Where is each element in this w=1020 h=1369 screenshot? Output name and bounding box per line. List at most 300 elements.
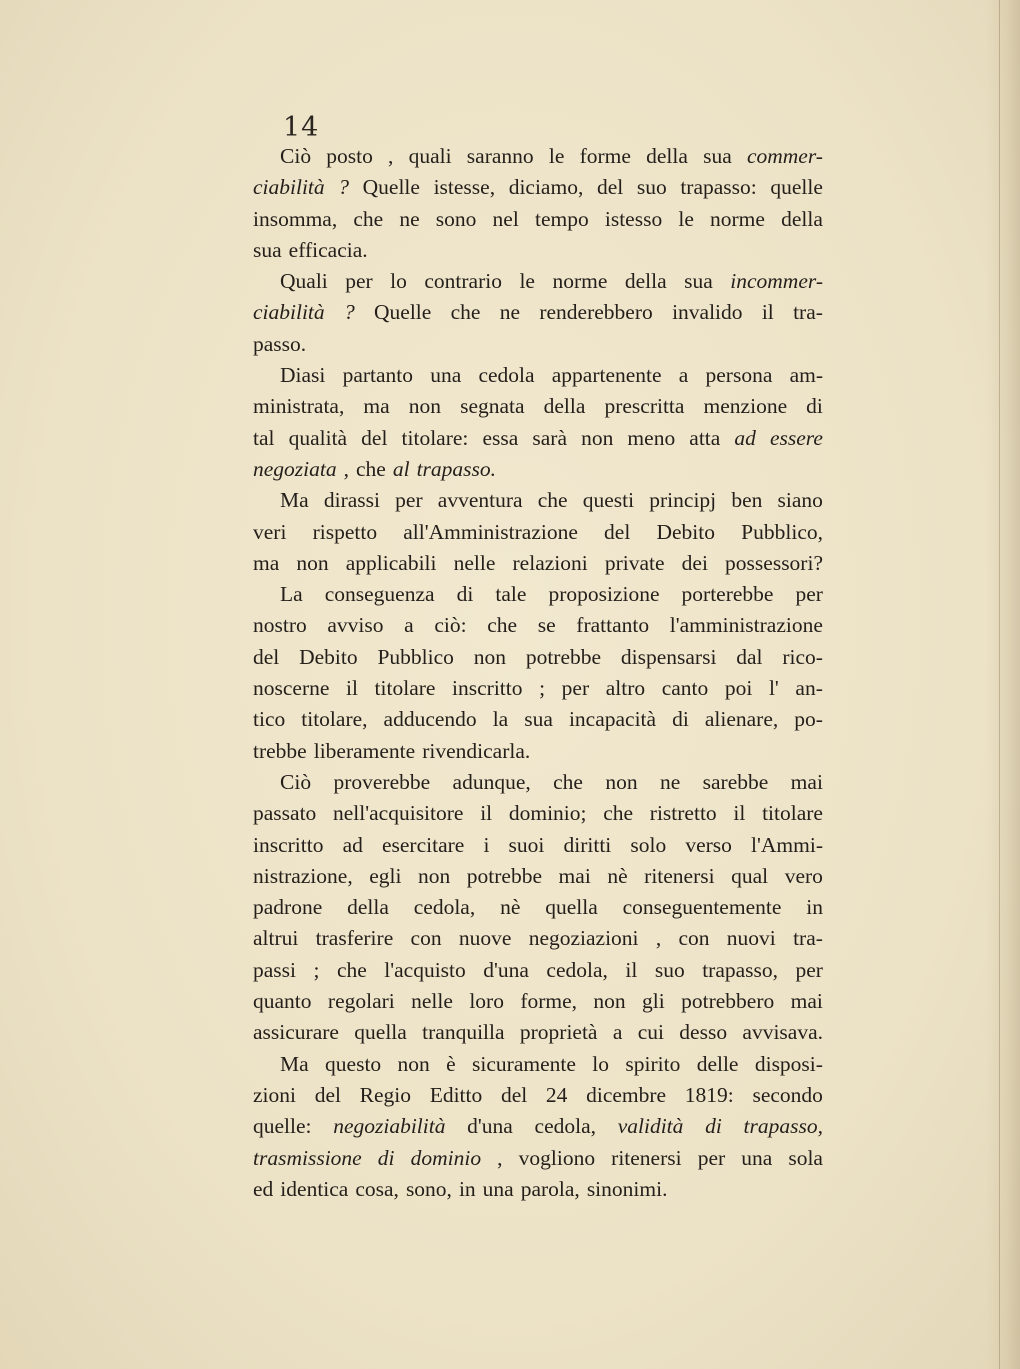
word: ristretto — [649, 801, 717, 826]
word: non — [418, 863, 451, 888]
text-line — [253, 673, 823, 704]
word: cui — [637, 1020, 664, 1045]
word: Ma — [280, 488, 309, 513]
word: adducendo — [383, 707, 477, 732]
word: nè — [607, 863, 628, 888]
word: dominio — [410, 1145, 482, 1170]
word: nelle — [411, 989, 453, 1014]
word: forme — [579, 144, 631, 168]
word: trapasso. — [416, 456, 497, 481]
word: tra- — [793, 926, 823, 951]
text-line — [253, 830, 823, 861]
word: per — [395, 488, 423, 513]
text-line — [253, 923, 823, 954]
word: altrui — [253, 926, 299, 951]
word: avviso — [327, 613, 384, 638]
word: atta — [689, 425, 721, 450]
word: suo — [636, 175, 667, 200]
text-line — [253, 579, 823, 610]
word: sua — [524, 707, 553, 732]
word: del — [361, 425, 388, 450]
word: lo — [592, 1051, 610, 1076]
word: dominio; — [508, 801, 587, 826]
text-line — [253, 485, 823, 516]
word: altro — [605, 676, 646, 701]
word: al — [392, 456, 410, 481]
word: negoziabilità — [333, 1114, 446, 1139]
word: veri — [253, 519, 287, 544]
word: della — [781, 206, 823, 231]
word: solo — [630, 832, 667, 857]
text-line — [253, 861, 823, 892]
word: che — [487, 613, 518, 638]
word: di — [672, 707, 689, 732]
word: cedola, — [413, 895, 476, 920]
word: ad — [342, 832, 363, 857]
word: trapasso, — [702, 957, 779, 982]
word: cedola, — [534, 1114, 597, 1139]
word: sarà — [532, 425, 568, 450]
word: non — [605, 769, 638, 794]
word: , — [655, 926, 662, 951]
word: che — [353, 206, 384, 231]
word: questi — [582, 488, 635, 513]
word: in — [458, 1176, 476, 1201]
word: Editto — [429, 1082, 483, 1107]
word: siano — [777, 488, 823, 513]
word: titolare — [762, 801, 823, 826]
word: ritenersi — [644, 863, 715, 888]
word: una — [741, 1145, 773, 1170]
word: incommer- — [730, 269, 823, 294]
word: disposi- — [754, 1051, 823, 1076]
word: quelle — [770, 175, 823, 200]
word: invalido — [672, 300, 743, 325]
word: posto — [326, 144, 373, 168]
word: mai — [558, 863, 591, 888]
text-line — [253, 1049, 823, 1080]
word: potrebbero — [681, 989, 775, 1014]
word: Quelle — [374, 300, 432, 325]
word: cedola, — [546, 957, 608, 982]
word: avventura — [437, 488, 523, 513]
text-line — [253, 548, 823, 579]
word: nostro — [253, 613, 307, 638]
word: che — [355, 456, 386, 481]
word: efficacia. — [288, 237, 368, 262]
text-line — [253, 172, 823, 203]
text-line — [253, 141, 823, 172]
word: lo — [390, 269, 407, 294]
word: inscritto — [253, 832, 324, 857]
word: zioni — [253, 1082, 296, 1107]
word: quella — [354, 1020, 407, 1045]
word: ? — [343, 300, 355, 325]
text-line — [253, 955, 823, 986]
word: Diasi — [280, 363, 326, 388]
word: rispetto — [312, 519, 378, 544]
word: della — [624, 269, 667, 294]
word: , — [497, 1145, 503, 1170]
word: egli — [369, 863, 402, 888]
word: segnata — [460, 394, 525, 419]
word: conseguentemente — [622, 895, 782, 920]
word: istesse, — [433, 175, 496, 200]
word: norme — [552, 269, 608, 294]
word: l'acquisto — [384, 957, 466, 982]
word: il — [733, 801, 746, 826]
word: mai — [790, 769, 823, 794]
word: ministrata, — [253, 394, 345, 419]
text-line — [253, 736, 823, 767]
text-line — [253, 767, 823, 798]
word: che — [450, 300, 481, 325]
word: verso — [685, 832, 732, 857]
word: dirassi — [323, 488, 380, 513]
word: a — [678, 363, 689, 388]
word: Ciò — [280, 144, 312, 168]
word: Regio — [359, 1082, 412, 1107]
word: non — [581, 425, 614, 450]
word: meno — [627, 425, 676, 450]
word: Ciò — [280, 769, 312, 794]
word: quella — [545, 895, 598, 920]
word: sarebbe — [702, 769, 769, 794]
word: conseguenza — [324, 582, 435, 607]
text-line — [253, 297, 823, 328]
word: menzione — [703, 394, 788, 419]
word: proverebbe — [333, 769, 431, 794]
word: spirito — [625, 1051, 681, 1076]
text-line — [253, 986, 823, 1017]
word: poi — [724, 676, 753, 701]
word: passi — [253, 957, 296, 982]
word: negoziazioni — [528, 926, 639, 951]
text-line — [253, 1111, 823, 1142]
word: qual — [731, 863, 769, 888]
word: noscerne — [253, 676, 330, 701]
word: identica — [280, 1176, 349, 1201]
text-line — [253, 423, 823, 454]
word: che — [553, 769, 583, 794]
word: trebbe — [253, 738, 307, 763]
word: del — [500, 1082, 528, 1107]
word: diritti — [563, 832, 612, 857]
word: am- — [789, 363, 823, 388]
word: prescritta — [604, 394, 685, 419]
text-line — [253, 517, 823, 548]
word: ciò: — [434, 613, 467, 638]
word: all'Amministrazione — [403, 519, 578, 544]
word: Quelle — [362, 175, 420, 200]
word: essa — [482, 425, 519, 450]
text-line — [253, 1143, 823, 1174]
word: ad — [734, 425, 756, 450]
word: ciabilità — [253, 300, 325, 325]
word: potrebbe — [525, 644, 602, 669]
word: relazioni — [512, 550, 588, 575]
word: tra- — [793, 300, 823, 325]
word: le — [548, 144, 565, 168]
text-line — [253, 1174, 823, 1205]
word: di — [806, 394, 823, 419]
word: della — [646, 144, 688, 168]
word: an- — [795, 676, 823, 701]
word: che — [603, 801, 634, 826]
word: per — [697, 1145, 726, 1170]
word: tempo — [534, 206, 589, 231]
word: passo. — [253, 331, 307, 356]
word: assicurare — [253, 1020, 339, 1045]
word: in — [806, 895, 823, 920]
page-number: 14 — [283, 112, 320, 143]
word: istesso — [604, 206, 663, 231]
word: partanto — [342, 363, 414, 388]
word: per — [345, 269, 373, 294]
word: titolare — [374, 676, 436, 701]
word: ; — [539, 676, 546, 701]
word: ma — [253, 550, 280, 575]
word: cedola — [478, 363, 535, 388]
word: una — [430, 363, 462, 388]
word: è — [446, 1051, 456, 1076]
word: i — [483, 832, 490, 857]
word: per — [561, 676, 590, 701]
word: qualità — [288, 425, 348, 450]
word: potrebbe — [466, 863, 543, 888]
word: tale — [495, 582, 527, 607]
word: sinonimi. — [586, 1176, 668, 1201]
word: sua — [703, 144, 732, 168]
word: , — [388, 144, 394, 168]
word: negoziata — [253, 456, 337, 481]
text-line — [253, 798, 823, 829]
word: della — [543, 394, 586, 419]
word: l'Ammi- — [751, 832, 823, 857]
word: le — [678, 206, 694, 231]
word: nuove — [458, 926, 512, 951]
word: le — [519, 269, 535, 294]
word: passato — [253, 801, 317, 826]
word: del — [604, 519, 631, 544]
word: di — [705, 1114, 722, 1139]
word: Ma — [280, 1051, 309, 1076]
word: sola — [788, 1145, 823, 1170]
word: esercitare — [381, 832, 465, 857]
word: sua — [684, 269, 713, 294]
word: 1819: — [684, 1082, 734, 1107]
word: porterebbe — [681, 582, 774, 607]
word: nistrazione, — [253, 863, 353, 888]
text-line — [253, 892, 823, 923]
word: applicabili — [345, 550, 437, 575]
word: Debito — [299, 644, 358, 669]
word: La — [280, 582, 303, 607]
word: persona — [705, 363, 773, 388]
word: non — [408, 394, 442, 419]
word: quali — [408, 144, 452, 168]
word: private — [604, 550, 665, 575]
word: che — [537, 488, 568, 513]
word: la — [492, 707, 509, 732]
word: ; — [313, 957, 320, 982]
word: una — [482, 1176, 514, 1201]
word: possessori? — [725, 550, 823, 575]
word: , — [343, 456, 349, 481]
word: parola, — [520, 1176, 580, 1201]
word: trasmissione — [253, 1145, 362, 1170]
word: renderebbero — [539, 300, 653, 325]
word: Pubblico, — [741, 519, 823, 544]
word: nell'acquisitore — [333, 801, 464, 826]
word: per — [795, 582, 823, 607]
word: inscritto — [452, 676, 523, 701]
word: quanto — [253, 989, 312, 1014]
word: diciamo, — [508, 175, 584, 200]
word: loro — [469, 989, 504, 1014]
word: dicembre — [586, 1082, 667, 1107]
word: validità — [617, 1114, 684, 1139]
word: non — [296, 550, 329, 575]
word: commer- — [746, 144, 823, 168]
word: nel — [492, 206, 519, 231]
word: ritenersi — [611, 1145, 682, 1170]
word: d'una — [483, 957, 529, 982]
word: regolari — [327, 989, 395, 1014]
word: desso — [679, 1020, 728, 1045]
text-line — [253, 610, 823, 641]
word: ma — [363, 394, 390, 419]
word: avvisava. — [742, 1020, 823, 1045]
word: trasferire — [315, 926, 394, 951]
word: vero — [784, 863, 823, 888]
text-line — [253, 454, 823, 485]
word: a — [612, 1020, 623, 1045]
word: non — [593, 989, 626, 1014]
word: gli — [642, 989, 665, 1014]
word: Debito — [656, 519, 716, 544]
word: non — [397, 1051, 430, 1076]
word: se — [537, 613, 556, 638]
word: a — [404, 613, 414, 638]
text-line — [253, 329, 823, 360]
word: suoi — [508, 832, 545, 857]
word: del — [314, 1082, 341, 1107]
word: principj — [649, 488, 717, 513]
word: adunque, — [452, 769, 531, 794]
word: l'amministrazione — [669, 613, 823, 638]
text-line — [253, 1017, 823, 1048]
word: ed — [253, 1176, 274, 1201]
word: titolare: — [401, 425, 469, 450]
word: ciabilità — [253, 175, 325, 200]
word: proprietà — [519, 1020, 598, 1045]
text-line — [253, 360, 823, 391]
text-line — [253, 1080, 823, 1111]
word: tico — [253, 707, 286, 732]
word: Pubblico — [377, 644, 454, 669]
text-line — [253, 642, 823, 673]
word: di — [456, 582, 474, 607]
word: essere — [769, 425, 823, 450]
word: con — [410, 926, 442, 951]
word: contrario — [424, 269, 502, 294]
word: del — [253, 644, 280, 669]
word: delle — [696, 1051, 739, 1076]
word: questo — [325, 1051, 382, 1076]
word: sono, — [405, 1176, 452, 1201]
word: padrone — [253, 895, 323, 920]
word: incapacità — [568, 707, 657, 732]
word: ne — [499, 300, 521, 325]
word: ben — [731, 488, 763, 513]
word: rico- — [782, 644, 823, 669]
word: della — [347, 895, 389, 920]
word: vogliono — [518, 1145, 596, 1170]
word: forme, — [520, 989, 578, 1014]
word: con — [678, 926, 710, 951]
word: per — [795, 957, 823, 982]
word: il — [625, 957, 638, 982]
word: il — [346, 676, 358, 701]
word: di — [377, 1145, 395, 1170]
word: il — [480, 801, 493, 826]
word: nuovi — [726, 926, 776, 951]
word: d'una — [467, 1114, 513, 1139]
word: 24 — [545, 1082, 568, 1107]
word: norme — [710, 206, 765, 231]
word: ? — [338, 175, 350, 200]
page-edge-shadow — [986, 0, 1020, 1369]
word: sono — [435, 206, 477, 231]
word: del — [596, 175, 624, 200]
word: trapasso, — [743, 1114, 823, 1139]
word: secondo — [752, 1082, 823, 1107]
word: insomma, — [253, 206, 338, 231]
word: ne — [399, 206, 420, 231]
word: ne — [659, 769, 681, 794]
word: Quali — [280, 269, 328, 294]
word: frattanto — [576, 613, 650, 638]
word: dei — [681, 550, 708, 575]
word: il — [761, 300, 774, 325]
page-fold-line — [999, 0, 1000, 1369]
word: rivendicarla. — [422, 738, 531, 763]
word: dal — [736, 644, 763, 669]
body-text — [253, 141, 823, 1205]
text-line — [253, 704, 823, 735]
word: che — [336, 957, 367, 982]
text-line — [253, 391, 823, 422]
word: proposizione — [548, 582, 660, 607]
word: dispensarsi — [620, 644, 717, 669]
word: quelle: — [253, 1114, 312, 1139]
word: saranno — [466, 144, 534, 168]
word: sua — [253, 237, 282, 262]
word: po- — [794, 707, 823, 732]
word: alienare, — [704, 707, 779, 732]
word: tal — [253, 425, 275, 450]
word: trapasso: — [680, 175, 757, 200]
word: appartenente — [551, 363, 662, 388]
word: titolare, — [301, 707, 368, 732]
word: nelle — [453, 550, 496, 575]
word: sicuramente — [472, 1051, 576, 1076]
text-line — [253, 266, 823, 297]
word: nè — [500, 895, 521, 920]
word: l' — [768, 676, 779, 701]
word: suo — [654, 957, 685, 982]
